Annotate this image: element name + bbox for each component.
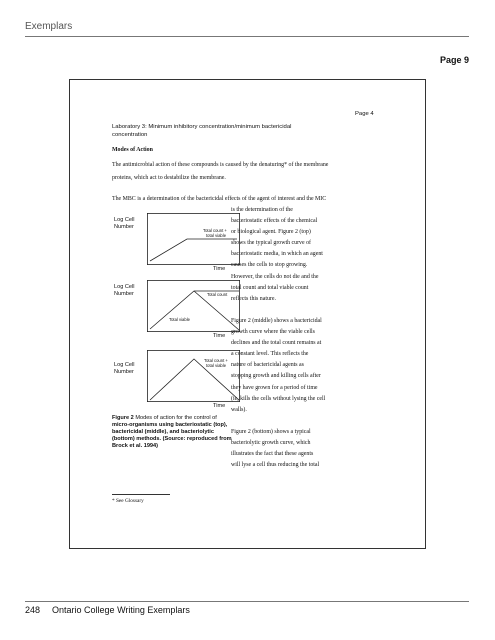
body-line: total count and total viable count: [231, 284, 309, 291]
graph-top-plot: [147, 213, 240, 265]
graph-middle-frame: [147, 280, 239, 331]
graph-top-series-label-2: total viable: [206, 233, 227, 238]
body-line: declines and the total count remains at: [231, 340, 322, 347]
body-line: is the determination of the: [231, 207, 293, 213]
section-heading: Modes of Action: [112, 147, 153, 153]
body-line: they have grown for a period of time: [231, 384, 318, 391]
graph-middle-ylabel-2: Number: [114, 291, 134, 297]
body-line: stopping growth and killing cells after: [231, 373, 321, 380]
header-rule: [25, 36, 469, 37]
graph-top-xlabel: Time: [213, 266, 226, 272]
body-line: walls).: [231, 406, 247, 413]
figure-caption-line-5: Brock et al. 1994): [112, 443, 159, 449]
body-line: Figure 2 (bottom) shows a typical: [231, 428, 311, 435]
figure-caption-line-2: micro-organisms using bacteriostatic (top),: [112, 422, 228, 428]
lab-title-line-1: Laboratory 3: Minimum inhibitory concentration/minimum bactericidal: [112, 124, 292, 130]
figure-caption-line-1: [112, 416, 217, 422]
body-line: bacteriostatic media, in which an agent: [231, 251, 323, 258]
graph-bottom-ylabel-2: Number: [114, 369, 134, 375]
graph-middle-ylabel-1: Log Cell: [114, 284, 135, 290]
intro-line-1: The antimicrobial action of these compounds is caused by the denaturing* of the membrane: [112, 162, 329, 168]
footer-rule: [25, 601, 469, 602]
figure-caption-label: Figure 2: [112, 415, 134, 421]
graph-middle-plot: [147, 280, 240, 332]
body-line: reflects this nature.: [231, 295, 276, 302]
intro-line-2: proteins, which act to destabilize the membrane.: [112, 175, 226, 181]
scanned-student-page: [69, 79, 426, 549]
figure-caption-line-4: (bottom) methods. (Source: reproduced from: [112, 436, 232, 442]
graph-bottom-series-label-1: Total count +: [204, 358, 228, 363]
body-line: Figure 2 (middle) shows a bactericidal: [231, 317, 322, 324]
body-line: bacteriostatic effects of the chemical: [231, 218, 318, 225]
body-line: growth curve where the viable cells: [231, 329, 315, 336]
page-footer: [25, 605, 190, 615]
body-line: illustrates the fact that these agents: [231, 451, 314, 458]
graph-top-ylabel-1: Log Cell: [114, 217, 135, 223]
figure-caption-line-3: bactericidal (middle), and bacteriolytic: [112, 429, 214, 435]
lab-title-line-2: concentration: [112, 132, 148, 138]
body-line: a constant level. This reflects the: [231, 351, 309, 358]
graph-middle-viable-label: Total viable: [169, 317, 190, 322]
mbc-line: The MBC is a determination of the bactericidal effects of the agent of interest and the MIC: [112, 196, 327, 202]
figure-caption-line-1-text: Modes of action for the control of: [133, 415, 217, 421]
graph-middle-total-label: Total count: [207, 292, 228, 297]
body-column: [231, 205, 371, 471]
body-line: However, the cells do not die and the: [231, 273, 319, 280]
graph-bottom-xlabel: Time: [213, 403, 226, 409]
body-line: [231, 416, 371, 427]
graph-top-curve: [150, 239, 237, 261]
body-line: (ie, kills the cells without lysing the cell: [231, 395, 326, 402]
graph-middle-bactericidal: [147, 280, 240, 332]
body-line: nature of bactericidal agents as: [231, 362, 304, 369]
footer-page-number: 248: [25, 605, 41, 615]
graph-bottom-series-label-2: total viable: [206, 363, 227, 368]
graph-top-bacteriostatic: [147, 213, 240, 265]
graph-bottom-ylabel-1: Log Cell: [114, 362, 135, 368]
glossary-footnote: * See Glossary: [112, 498, 144, 504]
graph-top-series-label-1: Total count +: [203, 228, 227, 233]
body-line: bacteriolytic growth curve, which: [231, 439, 311, 446]
body-line: will lyse a cell thus reducing the total: [231, 462, 320, 469]
running-header-title: Exemplars: [25, 21, 73, 32]
body-line: or biological agent. Figure 2 (top): [231, 229, 311, 236]
body-line: causes the cells to stop growing.: [231, 262, 308, 269]
footer-title: Ontario College Writing Exemplars: [52, 605, 190, 615]
scan-page-label: Page 4: [355, 111, 374, 117]
footnote-rule: [112, 494, 170, 495]
page-label: Page 9: [439, 55, 469, 65]
graph-top-ylabel-2: Number: [114, 224, 134, 230]
body-line: [231, 305, 371, 316]
graph-middle-xlabel: Time: [213, 333, 226, 339]
body-line: shows the typical growth curve of: [231, 240, 311, 247]
